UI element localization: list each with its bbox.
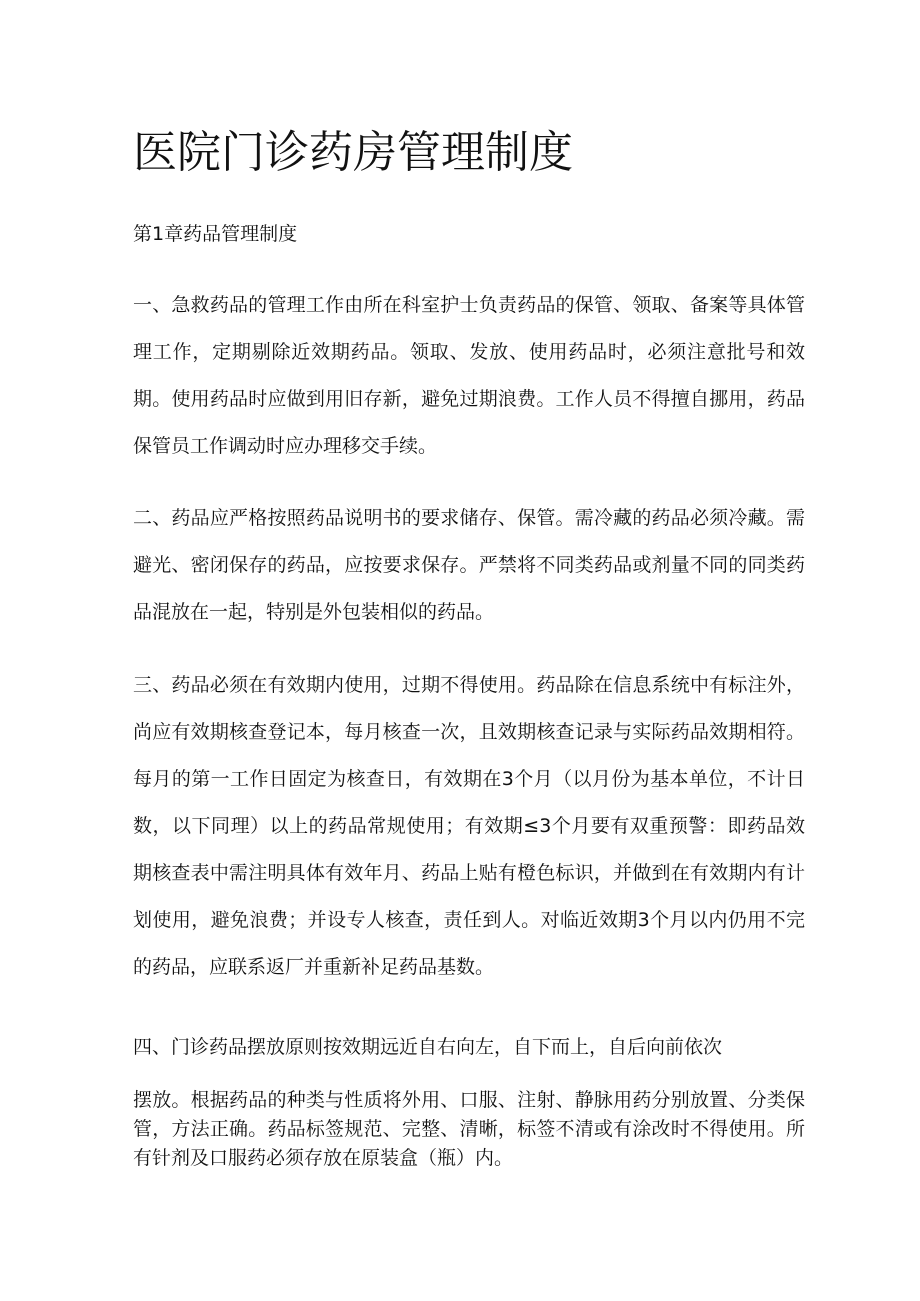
paragraph-placement-first-line: 四、门诊药品摆放原则按效期远近自右向左，自下而上，自后向前依次 — [133, 1036, 723, 1058]
paragraph-emergency-drugs: 一、急救药品的管理工作由所在科室护士负责药品的保管、领取、备案等具体管理工作，定期剔除近效期药品。领取、发放、使用药品时，必须注意批号和效期。使用药品时应做到用旧存新，避免过期浪费。工作人员不得擅自挪用，药品保管员工作调动时应办理移交手续。 — [133, 294, 805, 457]
chapter-heading: 第1章药品管理制度 — [133, 223, 298, 245]
paragraph-placement-rest: 摆放。根据药品的种类与性质将外用、口服、注射、静脉用药分别放置、分类保管，方法正确。药品标签规范、完整、清晰，标签不清或有涂改时不得使用。所有针剂及口服药必须存放在原装盒（瓶）内。 — [133, 1089, 805, 1169]
paragraph-storage: 二、药品应严格按照药品说明书的要求储存、保管。需冷藏的药品必须冷藏。需避光、密闭保存的药品，应按要求保存。严禁将不同类药品或剂量不同的同类药品混放在一起，特别是外包装相似的药品。 — [133, 507, 805, 623]
paragraph-expiry-check: 三、药品必须在有效期内使用，过期不得使用。药品除在信息系统中有标注外，尚应有效期核查登记本，每月核查一次，且效期核查记录与实际药品效期相符。每月的第一工作日固定为核查日，有效期在3个月（以月份为基本单位，不计日数，以下同理）以上的药品常规使用；有效期≤3个月要有双重预警：即药品效期核查表中需注明具体有效年月、药品上贴有橙色标识，并做到在有效期内有计划使用，避免浪费；并设专人核查，责任到人。对临近效期3个月以内仍用不完的药品，应联系返厂并重新补足药品基数。 — [133, 674, 805, 978]
document-title: 医院门诊药房管理制度 — [133, 127, 573, 178]
